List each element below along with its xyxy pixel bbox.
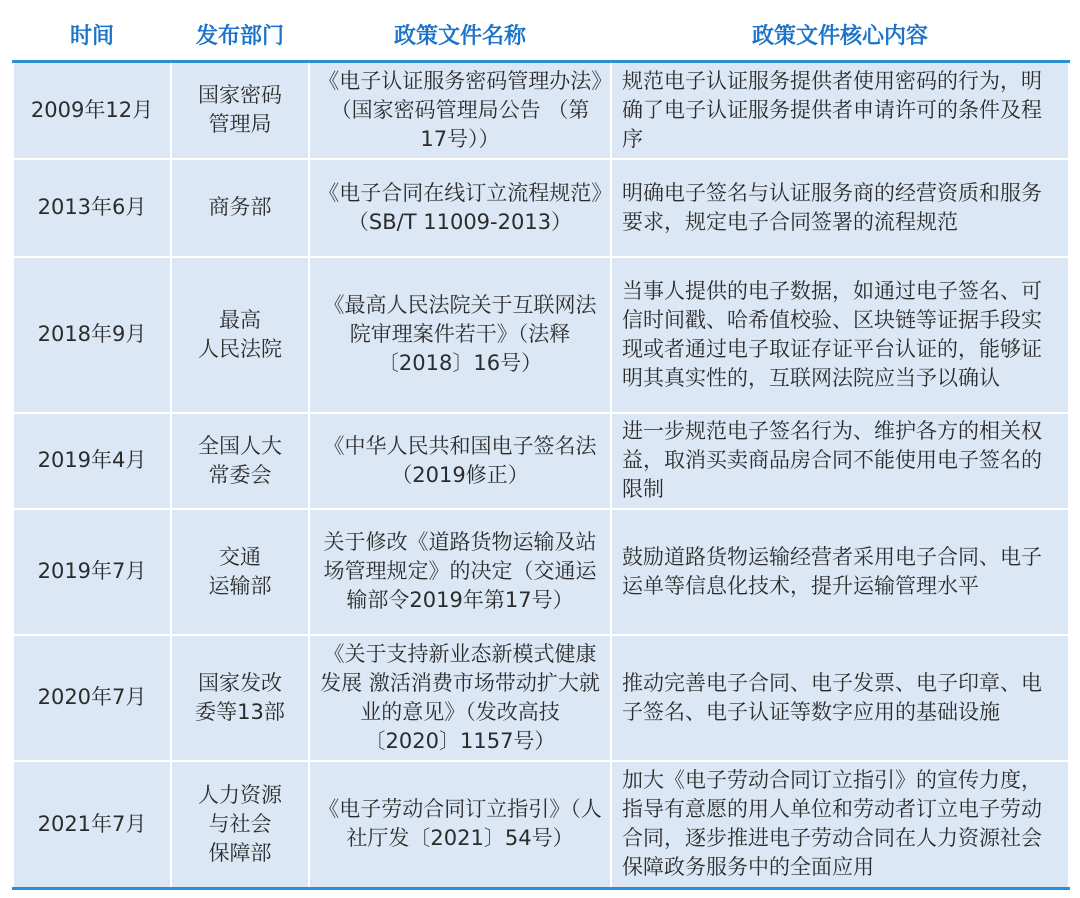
cell-core-content: 当事人提供的电子数据，如通过电子签名、可信时间戳、哈希值校验、区块链等证据手段实现或者通过电子取证存证平台认证的，能够证明其真实性的，互联网法院应当予以确认 [611, 257, 1069, 413]
cell-department: 最高 人民法院 [171, 257, 309, 413]
header-core-content: 政策文件核心内容 [611, 8, 1069, 62]
table-body [13, 62, 1069, 889]
cell-core-content: 推动完善电子合同、电子发票、电子印章、电子签名、电子认证等数字应用的基础设施 [611, 635, 1069, 761]
header-department: 发布部门 [171, 8, 309, 62]
cell-core-content: 加大《电子劳动合同订立指引》的宣传力度，指导有意愿的用人单位和劳动者订立电子劳动合同，逐步推进电子劳动合同在人力资源社会保障政务服务中的全面应用 [611, 761, 1069, 889]
cell-department: 人力资源 与社会 保障部 [171, 761, 309, 889]
cell-policy-name: 《电子合同在线订立流程规范》（SB/T 11009-2013） [309, 159, 611, 257]
policy-table [12, 8, 1070, 890]
table-header [13, 8, 1069, 62]
cell-core-content: 鼓励道路货物运输经营者采用电子合同、电子运单等信息化技术，提升运输管理水平 [611, 509, 1069, 635]
cell-policy-name: 《关于支持新业态新模式健康发展 激活消费市场带动扩大就业的意见》（发改高技〔2020〕1157号） [309, 635, 611, 761]
cell-time: 2020年7月 [13, 635, 171, 761]
cell-policy-name: 《电子认证服务密码管理办法》（国家密码管理局公告 （第17号）） [309, 62, 611, 159]
cell-department: 国家发改 委等13部 [171, 635, 309, 761]
table-row [13, 509, 1069, 635]
cell-time: 2018年9月 [13, 257, 171, 413]
cell-core-content: 进一步规范电子签名行为、维护各方的相关权益，取消买卖商品房合同不能使用电子签名的限制 [611, 413, 1069, 509]
cell-department: 商务部 [171, 159, 309, 257]
cell-department: 交通 运输部 [171, 509, 309, 635]
cell-policy-name: 《电子劳动合同订立指引》（人社厅发〔2021〕54号） [309, 761, 611, 889]
header-row [13, 8, 1069, 62]
cell-department: 国家密码 管理局 [171, 62, 309, 159]
cell-policy-name: 关于修改《道路货物运输及站场管理规定》的决定（交通运输部令2019年第17号） [309, 509, 611, 635]
cell-policy-name: 《中华人民共和国电子签名法（2019修正） [309, 413, 611, 509]
cell-time: 2009年12月 [13, 62, 171, 159]
table-row [13, 62, 1069, 159]
table-row [13, 761, 1069, 889]
cell-time: 2019年7月 [13, 509, 171, 635]
cell-policy-name: 《最高人民法院关于互联网法院审理案件若干》（法释〔2018〕16号） [309, 257, 611, 413]
table-row [13, 413, 1069, 509]
header-time: 时间 [13, 8, 171, 62]
cell-core-content: 明确电子签名与认证服务商的经营资质和服务要求，规定电子合同签署的流程规范 [611, 159, 1069, 257]
header-policy-name: 政策文件名称 [309, 8, 611, 62]
cell-time: 2013年6月 [13, 159, 171, 257]
table-row [13, 159, 1069, 257]
cell-time: 2021年7月 [13, 761, 171, 889]
table-row [13, 257, 1069, 413]
cell-time: 2019年4月 [13, 413, 171, 509]
table-row [13, 635, 1069, 761]
cell-department: 全国人大 常委会 [171, 413, 309, 509]
cell-core-content: 规范电子认证服务提供者使用密码的行为，明确了电子认证服务提供者申请许可的条件及程序 [611, 62, 1069, 159]
